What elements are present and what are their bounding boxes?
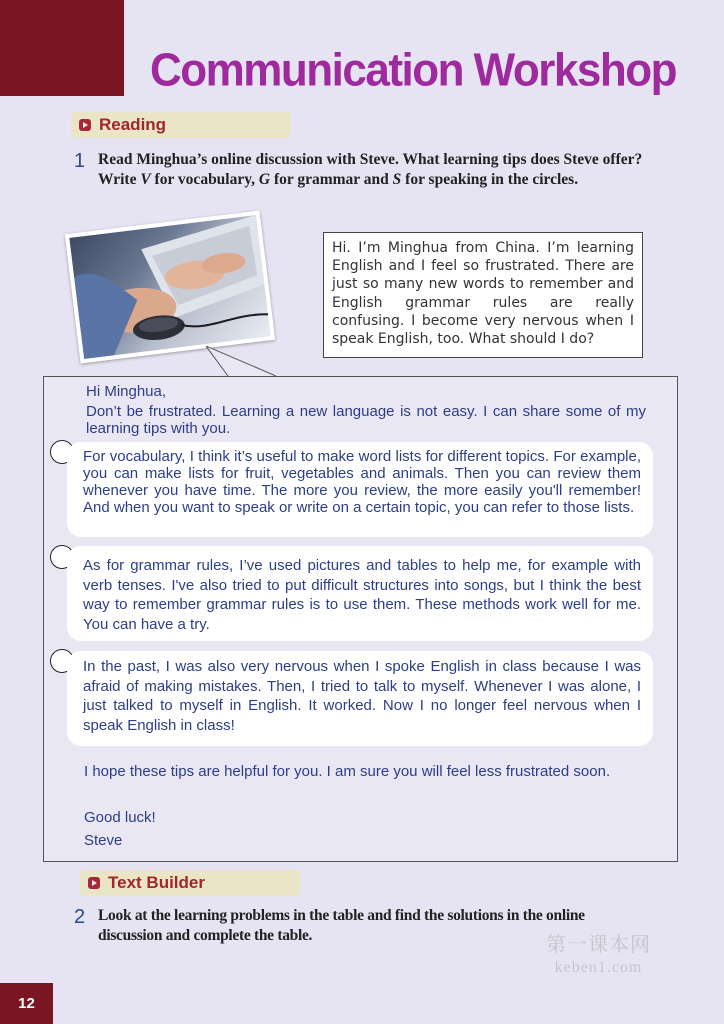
section-reading-label: Reading [99, 115, 167, 134]
minghua-post: Hi. I’m Minghua from China. I’m learning English and I feel so frustrated. There are just so many new words to remember and English grammar rules are really confusing. I become very nervous when I speak English, too. What should I do? [323, 232, 643, 358]
tip-card-grammar: As for grammar rules, I’ve used pictures and tables to help me, for example with verb tenses. I've also tried to put difficult structures into songs, but I think the best way to remember grammar rules is to use them. These methods work well for me. You can have a try. [67, 546, 653, 641]
task-text: for speaking in the circles. [401, 171, 579, 188]
typing-photo [65, 211, 275, 364]
section-text-builder [80, 870, 300, 896]
page-number: 12 [0, 983, 53, 1024]
watermark-en: keben1.com [554, 959, 643, 976]
task-instruction: Look at the learning problems in the table and find the solutions in the online discussion and complete the table. [98, 907, 585, 944]
task-text: for grammar and [270, 171, 393, 188]
task-1 [74, 150, 646, 190]
play-bullet-icon [88, 877, 100, 889]
task-number: 2 [74, 906, 86, 928]
reply-signature: Steve [84, 832, 123, 849]
corner-decoration [0, 0, 124, 96]
tip-card-vocabulary: For vocabulary, I think it’s useful to make word lists for different topics. For example, you can make lists for fruit, vegetables and animals. Then you can review them whenever you have time. The more you review, the more easily you'll remember! And when you want to speak or write on a certain topic, you can refer to those lists. [67, 442, 653, 537]
reply-closing: I hope these tips are helpful for you. I am sure you will feel less frustrated soon. [84, 763, 611, 780]
task-letter-v: V [140, 171, 151, 188]
task-number: 1 [74, 150, 86, 172]
reply-greeting: Hi Minghua, [86, 383, 167, 400]
task-text: Read Minghua’s online discussion with Steve. What learning tips does Steve offer? Write [98, 151, 643, 188]
watermark-cn: 第一课本网 [546, 934, 651, 956]
reply-sign-off: Good luck! [84, 809, 156, 826]
task-text: for vocabulary, [150, 171, 259, 188]
task-letter-s: S [392, 171, 402, 188]
task-letter-g: G [258, 171, 271, 188]
reply-intro: Don’t be frustrated. Learning a new language is not easy. I can share some of my learning tips with you. [86, 403, 646, 437]
section-reading [71, 112, 291, 138]
play-bullet-icon [79, 119, 91, 131]
speech-tail [206, 346, 276, 378]
page-title: Communication Workshop [150, 44, 676, 97]
typing-illustration [69, 215, 270, 359]
section-text-builder-label: Text Builder [108, 873, 205, 892]
tip-card-speaking: In the past, I was also very nervous when I spoke English in class because I was afraid of making mistakes. Then, I tried to talk to myself. Whenever I was alone, I just talked to myself in English. It worked. Now I no longer feel nervous when I speak English in class! [67, 651, 653, 746]
watermark [546, 928, 651, 977]
task-instruction [98, 150, 646, 190]
